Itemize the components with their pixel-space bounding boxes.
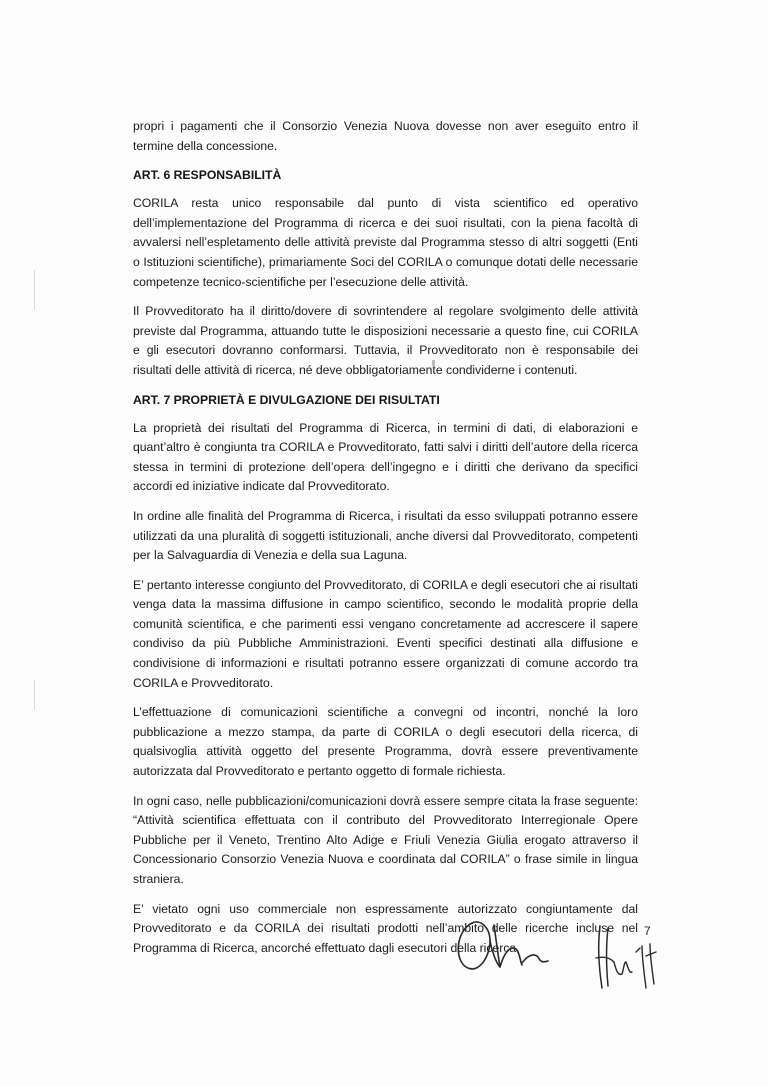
art7-paragraph-1: La proprietà dei risultati del Programma di Ricerca, in termini di dati, di elaborazioni e quant’altro è congiunta tra CORILA e Provveditorato, fatti salvi i diritti dell’autore della ricerca stessa in termini di protezione dell’opera dell’ingegno e i diritti che derivano da specifici accordi ed iniziative indicate dal Provveditorato. bbox=[133, 420, 638, 494]
document-body bbox=[133, 117, 638, 968]
handwritten-signature-1 bbox=[450, 905, 562, 983]
art6-paragraph-1: CORILA resta unico responsabile dal punto di vista scientifico ed operativo dell’implementazione del Programma di ricerca e dei suoi risultati, con la piena facoltà di avvalersi nell’espletamento delle attività previste dal Programma stesso di altri soggetti (Enti o Istituzioni scientifiche), primariamente Soci del CORILA o comunque dotati delle necessarie competenze tecnico-scientifiche per l’esecuzione delle attività. bbox=[133, 196, 638, 289]
handwritten-signature-2 bbox=[590, 918, 662, 996]
art7-paragraph-5: In ogni caso, nelle pubblicazioni/comunicazioni dovrà essere sempre citata la frase seguente: “Attività scientifica effettuata con il contributo del Provveditorato Interregionale Opere Pubbliche per il Veneto, Trentino Alto Adige e Friuli Venezia Giulia erogato attraverso il Concessionario Consorzio Venezia Nuova e coordinata dal CORILA” o frase simile in lingua straniera. bbox=[133, 793, 638, 886]
art7-paragraph-4: L’effettuazione di comunicazioni scientifiche a convegni od incontri, nonché la loro pubblicazione a mezzo stampa, da parte di CORILA o degli esecutori della ricerca, di qualsivoglia attività oggetto del presente Programma, dovrà essere preventivamente autorizzata dal Provveditorato e pertanto oggetto di formale richiesta. bbox=[133, 705, 638, 779]
art7-paragraph-3: E’ pertanto interesse congiunto del Provveditorato, di CORILA e degli esecutori che ai risultati venga data la massima diffusione in campo scientifico, secondo le modalità proprie della comunità scientifica, e che parimenti essi vengano concretamente ad accrescere il sapere condiviso da più Pubbliche Amministrazioni. Eventi specifici destinati alla diffusione e condivisione di informazioni e risultati potranno essere organizzati di comune accordo tra CORILA e Provveditorato. bbox=[133, 577, 638, 690]
art7-paragraph-2: In ordine alle finalità del Programma di Ricerca, i risultati da esso sviluppati potranno essere utilizzati da una pluralità di soggetti istituzionali, anche diversi dal Provveditorato, competenti per la Salvaguardia di Venezia e della sua Laguna. bbox=[133, 508, 638, 563]
scan-margin-mark bbox=[34, 270, 35, 310]
art6-paragraph-2: Il Provveditorato ha il diritto/dovere di sovrintendere al regolare svolgimento delle attività previste dal Programma, attuando tutte le disposizioni necessarie a questo fine, cui CORILA e gli esecutori dovranno conformarsi. Tuttavia, il Provveditorato non è responsabile dei risultati delle attività di ricerca, né deve obbligatoriamente condividerne i contenuti. bbox=[133, 304, 638, 377]
art7-paragraph-6: E’ vietato ogni uso commerciale non espressamente autorizzato congiuntamente dal Provveditorato e da CORILA dei risultati prodotti nell’ambito delle ricerche incluse nel Programma di Ricerca, ancorché effettuato dagli esecutori della ricerca. bbox=[133, 901, 638, 955]
scan-margin-mark bbox=[34, 680, 35, 710]
intro-paragraph: propri i pagamenti che il Consorzio Venezia Nuova dovesse non aver eseguito entro il termine della concessione. bbox=[133, 119, 638, 153]
art7-heading: ART. 7 PROPRIETÀ E DIVULGAZIONE DEI RISULTATI bbox=[133, 392, 440, 407]
art6-heading: ART. 6 RESPONSABILITÀ bbox=[133, 168, 282, 183]
page-number: 7 bbox=[644, 924, 651, 938]
